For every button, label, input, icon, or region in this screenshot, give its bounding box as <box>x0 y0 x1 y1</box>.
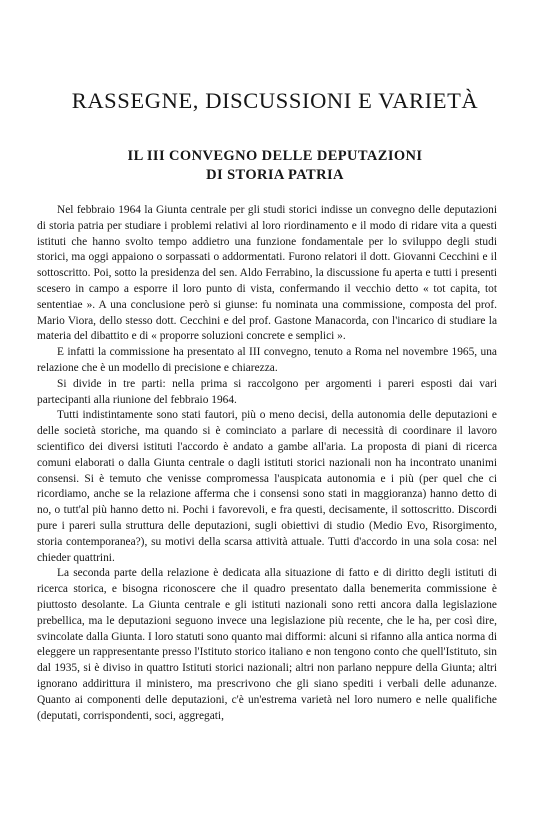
paragraph-2: E infatti la commissione ha presentato al III convegno, tenuto a Roma nel novembre 1965, una relazione che è un modello di precisione e chiarezza. <box>37 346 497 374</box>
article-title <box>0 147 550 185</box>
paragraph-3: Si divide in tre parti: nella prima si raccolgono per argomenti i pareri esposti dai vari partecipanti alla riunione del febbraio 1964. <box>37 377 497 406</box>
article-title-line-1: IL III CONVEGNO DELLE DEPUTAZIONI <box>127 148 423 164</box>
article-body <box>37 203 497 724</box>
section-title: RASSEGNE, DISCUSSIONI E VARIETÀ <box>71 88 479 113</box>
paragraph-5: La seconda parte della relazione è dedicata alla situazione di fatto e di diritto degli istituti di ricerca storica, e bisogna riconoscere che il quadro presentato dalla benemerita commissione è piuttosto desolante. La Giunta centrale e gli istituti nazionali sono retti ancora dalla legislazione prebellica, ma le deputazioni seguono invece una legislazione più recente, che le ha, per così dire, svincolate dalla Giunta. I loro statuti sono quanto mai difformi: alcuni si rifanno alla antica norma di eleggere un rappresentante presso l'Istituto storico italiano e non tengono conto che quell'Istituto, sin dal 1935, si è diviso in quattro Istituti storici nazionali; altri non parlano neppure della Giunta; altri ignorano addirittura il ministero, ma prescrivono che gli siano spediti i verbali delle adunanze. Quanto ai componenti delle deputazioni, c'è un'estrema varietà nel loro numero e nelle qualifiche (deputati, corrispondenti, soci, aggregati, <box>37 567 497 722</box>
paragraph-1: Nel febbraio 1964 la Giunta centrale per gli studi storici indisse un convegno delle deputazioni di storia patria per studiare i problemi relativi al loro riordinamento e il modo di ridare vita a questi istituti che hanno svolto tempo addietro una funzione fondamentale per lo sviluppo degli studi storici, ma oggi appaiono o sorpassati o addormentati. Furono relatori il dott. Giovanni Cecchini e il sottoscritto. Poi, sotto la presidenza del sen. Aldo Ferrabino, la discussione fu aperta e tutti i presenti scesero in campo a esporre il loro punto di vista, confermando il vecchio detto « tot capita, tot sententiae ». A una conclusione però si giunse: fu nominata una commissione, composta del prof. Mario Viora, dello stesso dott. Cecchini e del prof. Gastone Manacorda, con l'incarico di studiare la materia del dibattito e di « proporre soluzioni concrete e semplici ». <box>37 204 497 343</box>
paragraph-4: Tutti indistintamente sono stati fautori, più o meno decisi, della autonomia delle deputazioni e delle società storiche, ma quando si è cominciato a parlare di necessità di coordinare il lavoro scientifico dei diversi istituti l'accordo è andato a gambe all'aria. La proposta di piani di ricerca comuni elaborati o dalla Giunta centrale o dagli istituti storici nazionali non ha incontrato unanimi consensi. Si è temuto che venisse compromessa l'auspicata autonomia e i più (per quel che ci ricordiamo, anche se la relazione afferma che i consensi sono stati in maggioranza) hanno detto di no, o tutt'al più hanno detto ni. Pochi i favorevoli, e fra questi, decisamente, il sottoscritto. Discordi pure i pareri sulla struttura delle deputazioni, sugli obiettivi di studio (Medio Evo, Risorgimento, storia contemporanea?), su motivi della scarsa attività attuale. Tutti d'accordo in una sola cosa: nel chieder quattrini. <box>37 409 497 564</box>
article-title-line-2: DI STORIA PATRIA <box>206 167 344 183</box>
